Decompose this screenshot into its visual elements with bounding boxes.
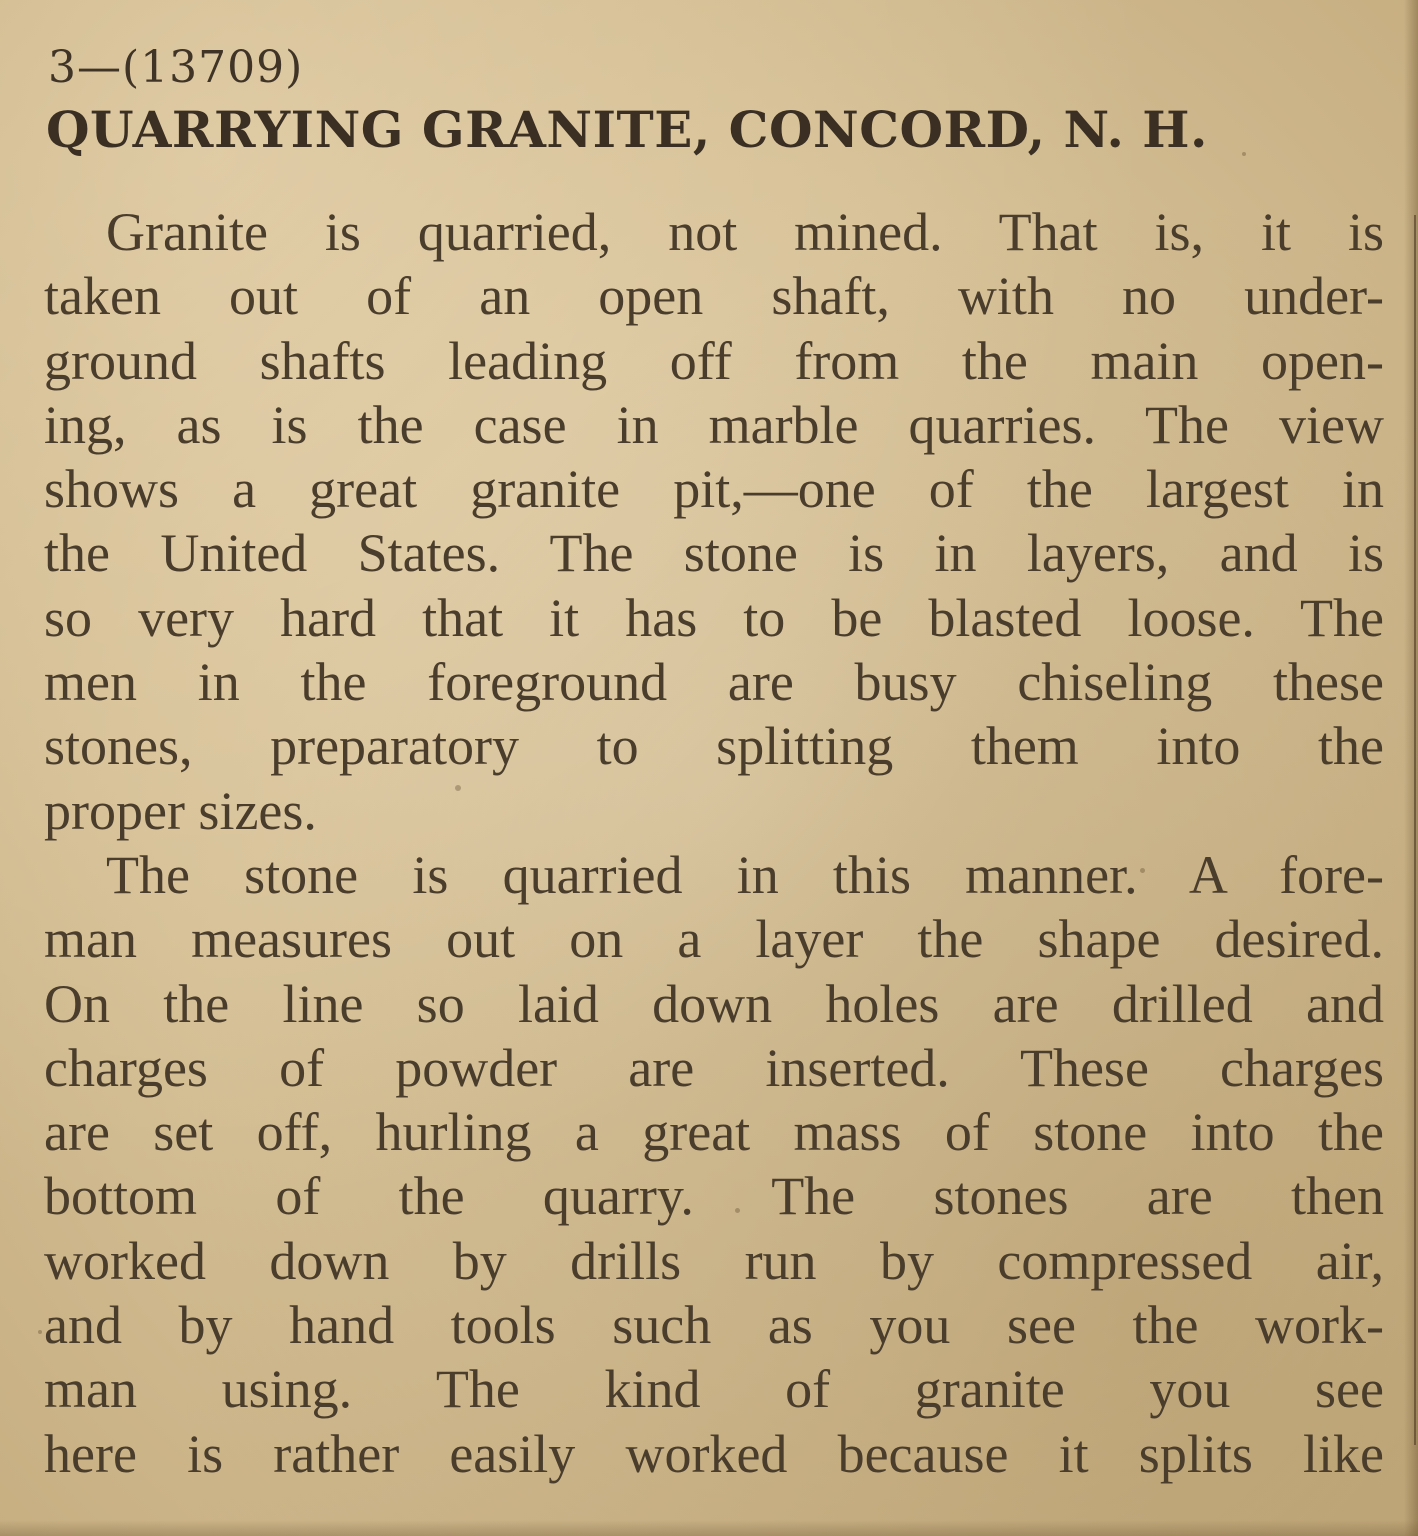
text-line: and by hand tools such as you see the work-: [44, 1295, 1384, 1356]
text-line: men in the foreground are busy chiseling these: [44, 652, 1384, 713]
text-line: worked down by drills run by compressed air,: [44, 1230, 1384, 1291]
text-line: here is rather easily worked because it splits like: [44, 1423, 1384, 1484]
text-line: shows a great granite pit,—one of the largest in: [44, 459, 1384, 520]
card-bottom-edge-shadow: [0, 1520, 1418, 1536]
text-line: the United States. The stone is in layers, and is: [44, 523, 1384, 584]
text-line: taken out of an open shaft, with no under-: [44, 266, 1384, 327]
catalog-number: 3—(13709): [48, 42, 304, 93]
paper-speck: [38, 1330, 42, 1334]
paper-speck: [1140, 868, 1145, 873]
text-line: bottom of the quarry. The stones are then: [44, 1166, 1384, 1227]
text-line: proper sizes.: [44, 780, 317, 841]
paper-speck: [1242, 152, 1246, 156]
text-line: The stone is quarried in this manner. A fore-: [106, 844, 1384, 905]
paper-speck: [455, 785, 461, 791]
paper-speck: [735, 1208, 740, 1213]
text-line: so very hard that it has to be blasted loose. The: [44, 587, 1384, 648]
card-right-edge-line: [1414, 215, 1416, 1445]
text-line: On the line so laid down holes are drilled and: [44, 973, 1384, 1034]
text-line: man using. The kind of granite you see: [44, 1359, 1384, 1420]
text-line: are set off, hurling a great mass of stone into the: [44, 1102, 1384, 1163]
card-title: QUARRYING GRANITE, CONCORD, N. H.: [46, 100, 1208, 159]
text-line: man measures out on a layer the shape desired.: [44, 909, 1384, 970]
text-line: charges of powder are inserted. These charges: [44, 1037, 1384, 1098]
description-text: [44, 200, 1384, 1486]
text-line: Granite is quarried, not mined. That is, it is: [106, 202, 1384, 262]
text-line: ing, as is the case in marble quarries. The view: [44, 394, 1384, 455]
text-line: stones, preparatory to splitting them into the: [44, 716, 1384, 777]
text-line: ground shafts leading off from the main open-: [44, 330, 1384, 391]
